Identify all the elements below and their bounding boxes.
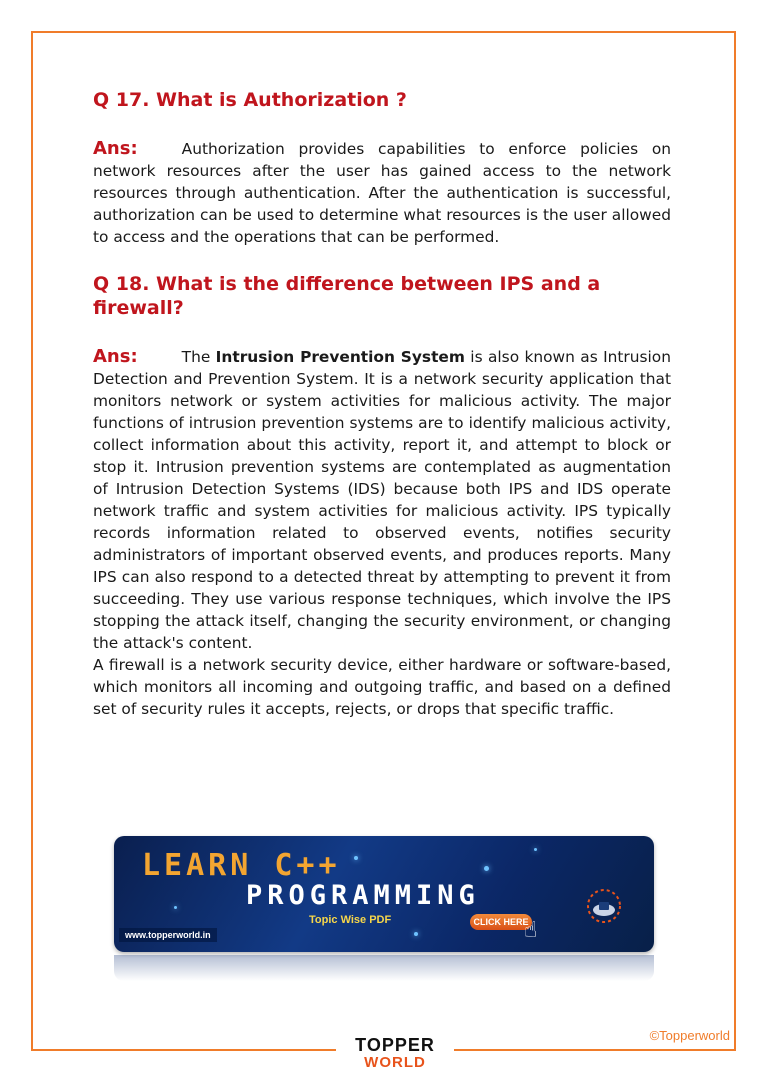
question-18-heading: Q 18. What is the difference between IPS and a firewall? xyxy=(93,273,601,319)
learn-cpp-banner[interactable] xyxy=(114,836,654,952)
sparkle-icon xyxy=(174,906,177,909)
pointer-hand-icon: ☝ xyxy=(524,918,538,943)
answer-17 xyxy=(93,138,671,248)
answer-label: Ans: xyxy=(93,138,138,159)
answer-18-bold-term: Intrusion Prevention System xyxy=(215,348,465,366)
question-17-heading: Q 17. What is Authorization ? xyxy=(93,89,407,111)
logo-bottom-text: WORLD xyxy=(364,1054,426,1071)
answer-18-text: is also known as Intrusion Detection and Prevention System. It is a network security application that monitors network or system activities for malicious activity. The major functions of intrusion prevention systems are to identify malicious activity, collect information about this activity, report it, and attempt to block or stop it. Intrusion prevention systems are contemplated as augmentation of Intrusion Detection Systems (IDS) because both IPS and IDS operate network traffic and system activities for malicious activity. IPS typically records information related to observed events, notifies security administrators of important observed events, and produces reports. Many IPS can also respond to a detected threat by attempting to prevent it from succeeding. They use various response techniques, which involve the IPS stopping the attack itself, changing the security environment, or changing the attack's content. xyxy=(93,348,671,652)
banner-learn-title: LEARN C++ xyxy=(142,848,341,883)
banner-topic-label: Topic Wise PDF xyxy=(309,914,392,926)
copyright-text: ©Topperworld xyxy=(649,1028,730,1043)
banner-programming-title: PROGRAMMING xyxy=(246,880,480,911)
logo-top-text: TOPPER xyxy=(355,1035,435,1055)
sparkle-icon xyxy=(354,856,358,860)
topperworld-logo xyxy=(336,1035,454,1077)
answer-label: Ans: xyxy=(93,346,138,367)
sparkle-icon xyxy=(414,932,418,936)
banner-url: www.topperworld.in xyxy=(119,928,217,942)
answer-18-firewall: A firewall is a network security device, either hardware or software-based, which monitors all incoming and outgoing traffic, and based on a defined set of security rules it accepts, rejects, or drops that specific traffic. xyxy=(93,656,671,718)
answer-18-lead: The xyxy=(181,348,211,366)
banner-reflection xyxy=(114,955,654,981)
cloud-lock-icon xyxy=(584,886,624,926)
sparkle-icon xyxy=(534,848,537,851)
document-content xyxy=(93,88,671,720)
sparkle-icon xyxy=(484,866,489,871)
click-here-button[interactable]: CLICK HERE xyxy=(470,914,532,930)
answer-17-text: Authorization provides capabilities to enforce policies on network resources after the user has gained access to the network resources through authentication. After the authentication is successful, authorization can be used to determine what resources is the user allowed to access and the operations that can be performed. xyxy=(93,140,671,246)
answer-18 xyxy=(93,346,671,654)
